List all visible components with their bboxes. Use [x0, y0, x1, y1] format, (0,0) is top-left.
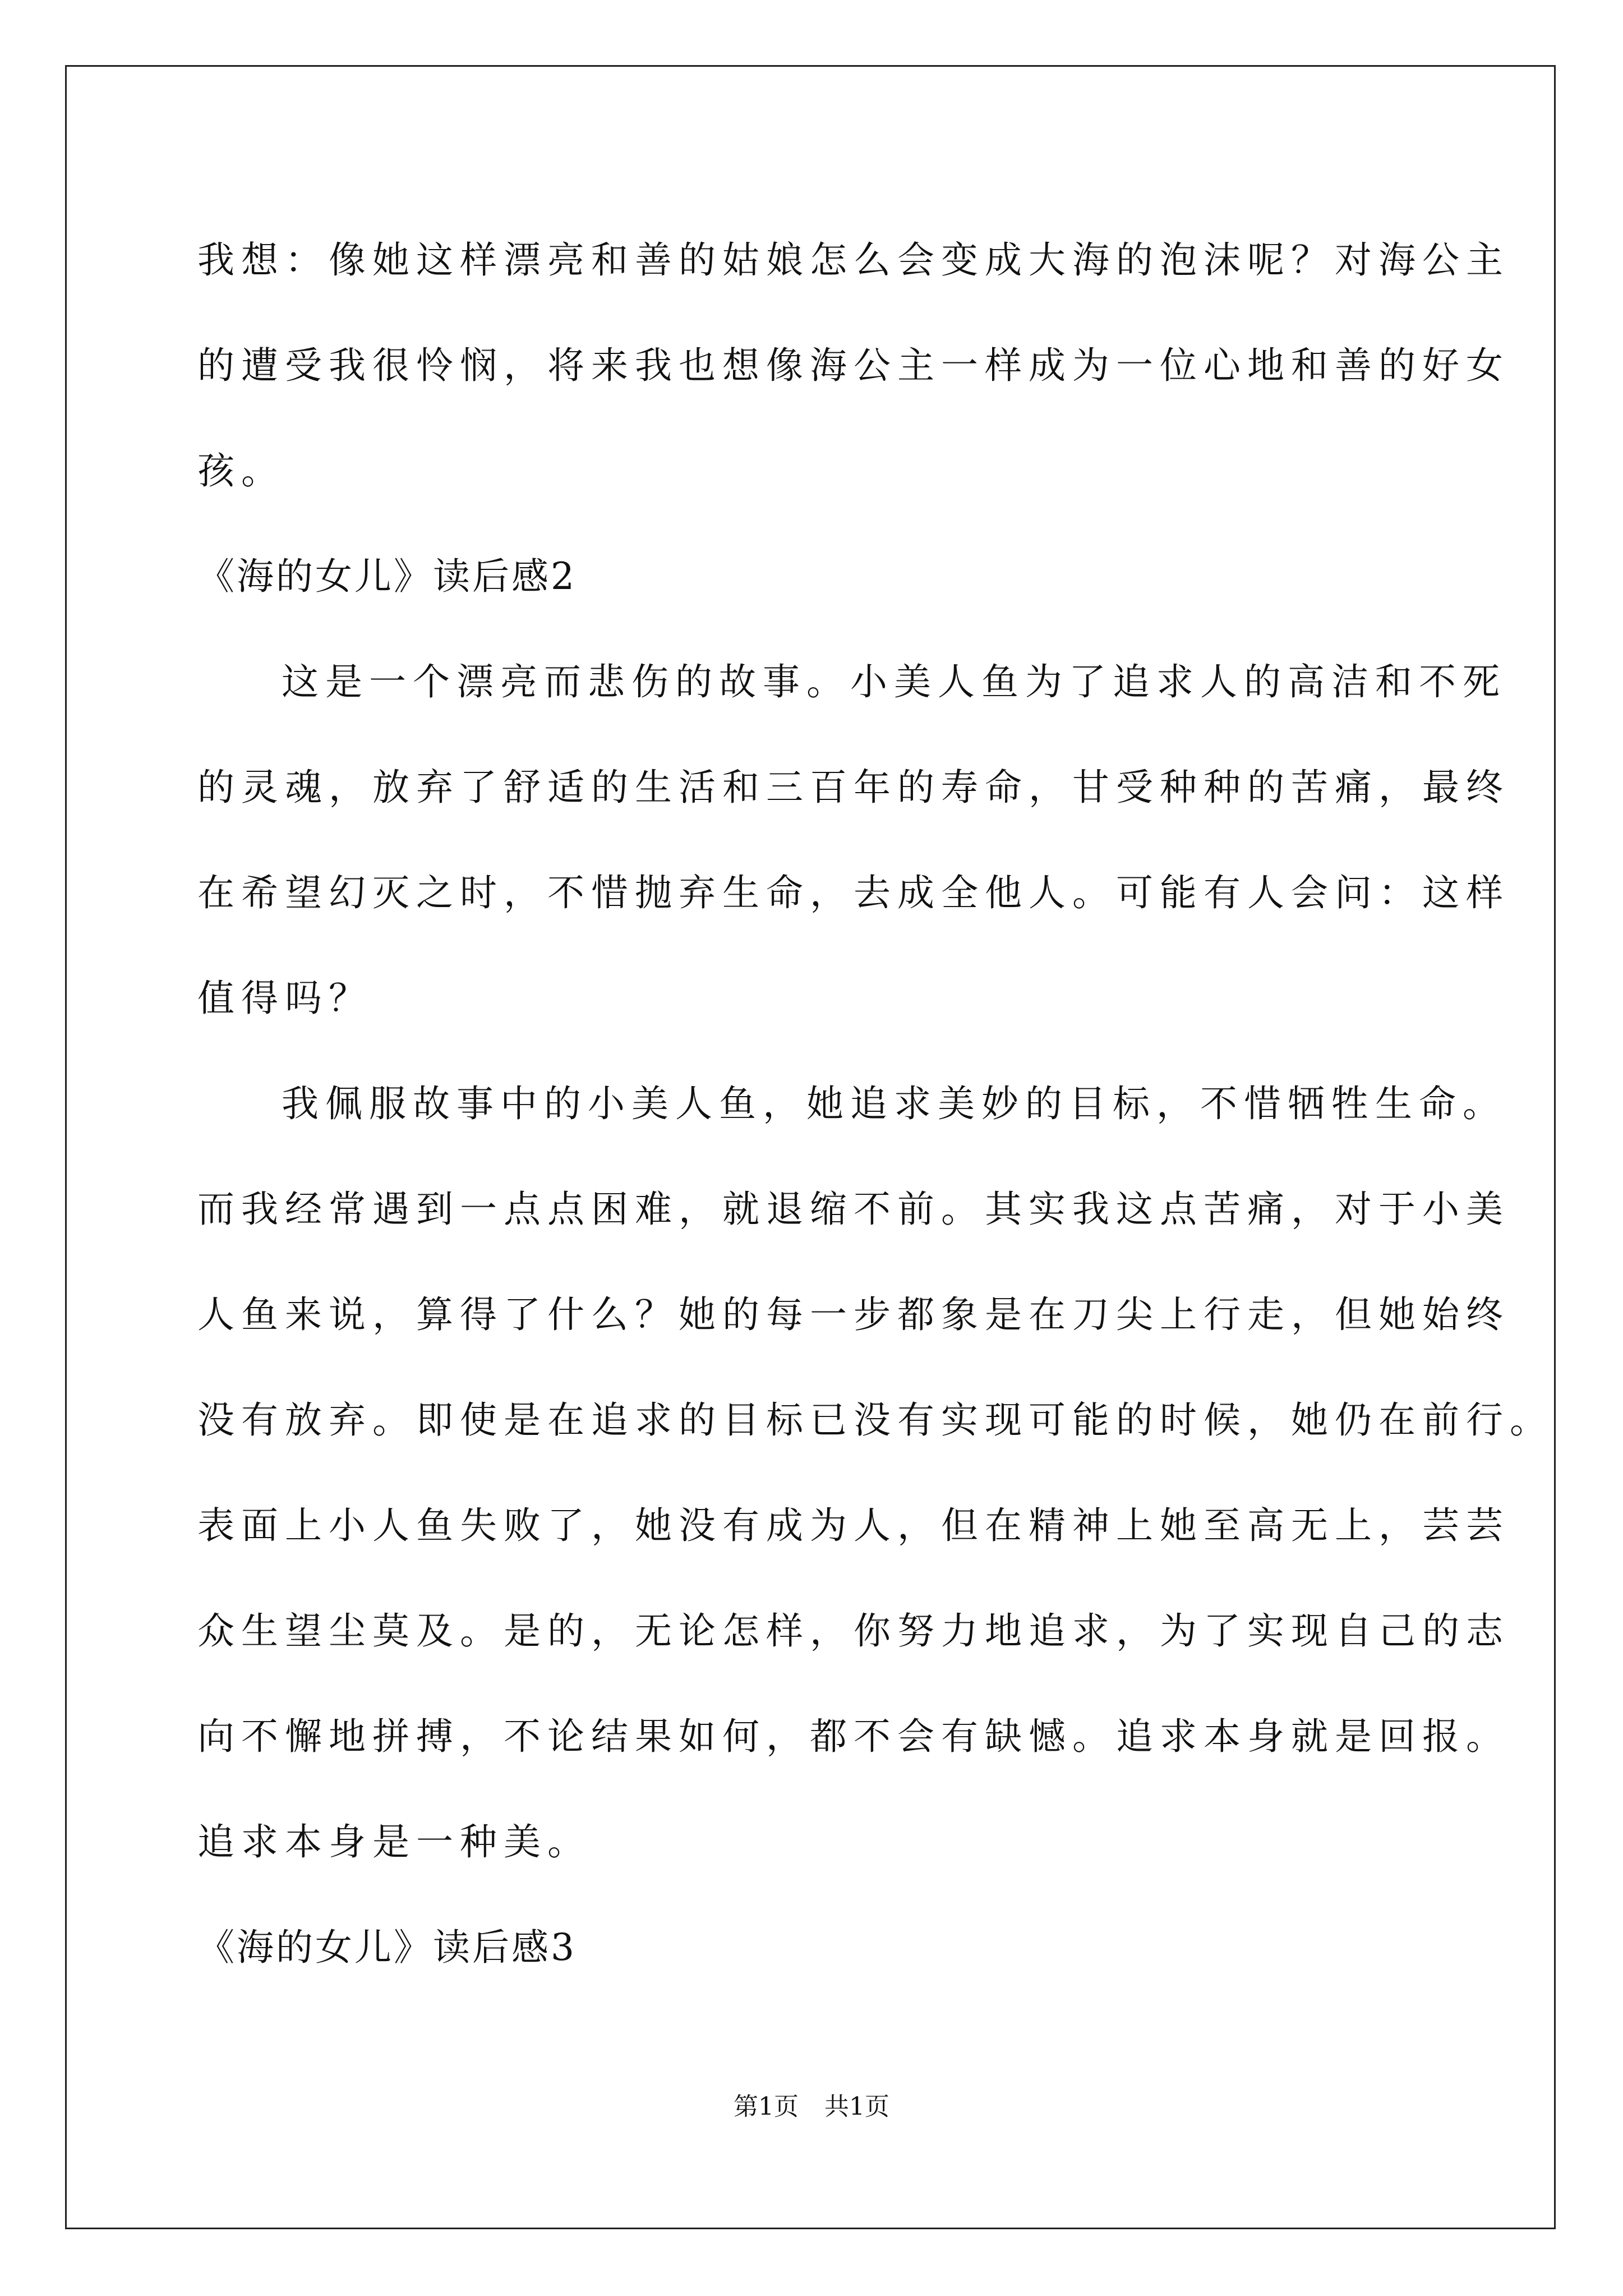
text-line: 人鱼来说，算得了什么？她的每一步都象是在刀尖上行走，但她始终: [197, 1293, 1510, 1336]
text-line: 这是一个漂亮而悲伤的故事。小美人鱼为了追求人的高洁和不死: [282, 660, 1506, 703]
paragraph: [197, 1051, 1553, 1895]
text-line: 的遭受我很怜悯，将来我也想像海公主一样成为一位心地和善的好女: [197, 344, 1510, 387]
text-line: 没有放弃。即使是在追求的目标已没有实现可能的时候，她仍在前行。: [197, 1398, 1553, 1442]
page-footer: [0, 2090, 1623, 2124]
text-line: 我佩服故事中的小美人鱼，她追求美妙的目标，不惜牺牲生命。: [282, 1082, 1506, 1125]
document-body: [197, 208, 1553, 2000]
paragraph: [197, 629, 1510, 1051]
text-line: 值得吗？: [197, 977, 372, 1020]
page-total: 共1页: [824, 2092, 889, 2121]
text-line: 而我经常遇到一点点困难，就退缩不前。其实我这点苦痛，对于小美: [197, 1188, 1510, 1231]
text-line: 追求本身是一种美。: [197, 1820, 591, 1864]
page-number: 第1页: [734, 2092, 799, 2121]
text-line: 我想：像她这样漂亮和善的姑娘怎么会变成大海的泡沫呢？对海公主: [197, 238, 1510, 282]
text-line: 孩。: [197, 449, 285, 493]
text-line: 表面上小人鱼失败了，她没有成为人，但在精神上她至高无上，芸芸: [197, 1504, 1510, 1547]
text-line: 众生望尘莫及。是的，无论怎样，你努力地追求，为了实现自己的志: [197, 1609, 1510, 1653]
text-line: 在希望幻灭之时，不惜抛弃生命，去成全他人。可能有人会问：这样: [197, 871, 1510, 914]
paragraph: [197, 208, 1510, 524]
section-heading: 《海的女儿》读后感2: [197, 555, 577, 598]
text-line: 的灵魂，放弃了舒适的生活和三百年的寿命，甘受种种的苦痛，最终: [197, 766, 1510, 809]
section-heading: 《海的女儿》读后感3: [197, 1926, 577, 1969]
text-line: 向不懈地拼搏，不论结果如何，都不会有缺憾。追求本身就是回报。: [197, 1715, 1510, 1758]
